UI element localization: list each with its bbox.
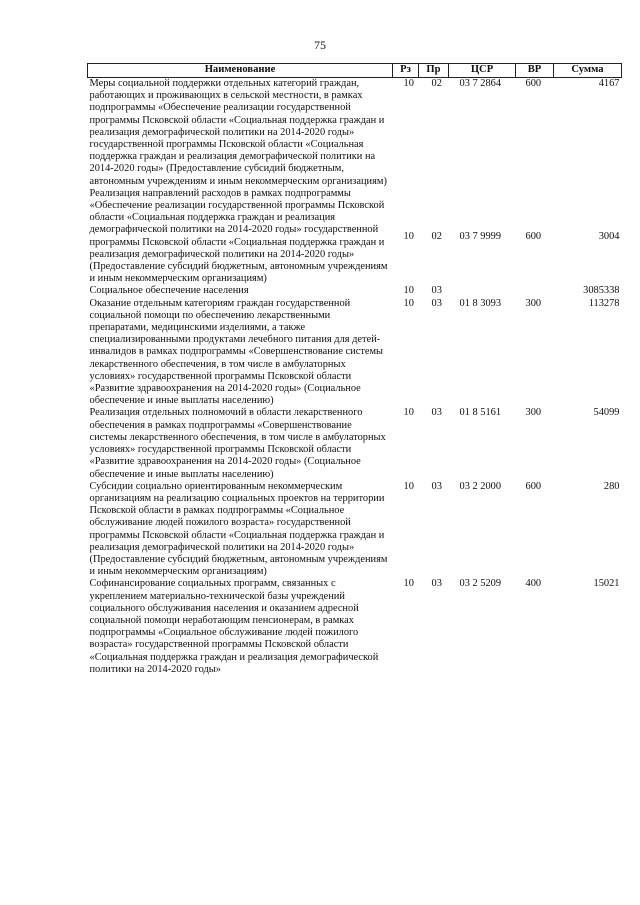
row-rz: 10 [403,297,414,309]
row-csr [449,285,516,297]
header-name: Наименование [88,64,393,78]
row-pr: 03 [431,480,442,492]
row-name: Оказание отдельным категориям граждан государственной социальной помощи по обеспечению лекарственными препаратами, медицинскими изделиями, а также специализированными продуктами лечебного питания для детей-инвалидов в рамках подпрограммы «Совершенствование системы лекарственного обеспечения, в том числе в амбулаторных условиях» государственной программы Псковской области «Развитие здравоохранения на 2014-2020 годы» (Социальное обеспечение и иные выплаты населению) [89,297,384,407]
row-vr: 300 [525,407,542,419]
row-pr: 03 [431,297,442,309]
row-csr: 03 2 2000 [459,480,502,492]
row-sum: 3004 [598,230,620,242]
row-rz: 10 [403,78,414,89]
row-vr: 400 [525,578,542,590]
row-pr: 03 [431,578,442,590]
table-row [88,481,622,579]
header-sum: Сумма [554,64,622,78]
row-vr: 300 [525,297,542,309]
header-pr: Пр [419,64,449,78]
table-row [88,188,622,286]
row-name: Реализация направлений расходов в рамках подпрограммы «Обеспечение реализации государственной программы Псковской области «Социальная поддержка граждан и реализация демографической политики на 2014-2020 годы» государственной программы Псковской области «Социальная поддержка граждан и реализация демографической политики на 2014-2020 годы» (Предоставление субсидий бюджетным, автономным учреждениям и иным некоммерческим организациям) [89,187,388,285]
budget-table [87,63,622,676]
row-pr: 02 [431,230,442,242]
row-pr: 02 [431,78,442,89]
row-rz: 10 [403,230,414,242]
table-row [88,285,622,297]
row-sum: 113278 [588,297,620,309]
row-sum: 3085338 [583,285,620,297]
table-row [88,407,622,480]
table-row [88,298,622,408]
row-name: Реализация отдельных полномочий в области лекарственного обеспечения в рамках подпрограммы «Совершенствование системы лекарственного обеспечения, в том числе в амбулаторных условиях» государственной программы Псковской области «Развитие здравоохранения на 2014-2020 годы» (Социальное обеспечение и иные выплаты населению) [89,407,386,480]
row-csr: 03 2 5209 [459,578,502,590]
table-row [88,578,622,676]
row-vr: 600 [525,230,542,242]
row-vr: 600 [525,78,542,89]
row-sum: 4167 [598,78,620,89]
header-rz: Рз [393,64,419,78]
row-csr: 01 8 5161 [459,407,502,419]
table-header [88,64,622,78]
row-rz: 10 [403,480,414,492]
row-rz: 10 [403,578,414,590]
table-body [88,78,622,676]
table-row [88,78,622,188]
row-pr: 03 [431,285,442,297]
row-name: Меры социальной поддержки отдельных категорий граждан, работающих и проживающих в сельской местности, в рамках подпрограммы «Обеспечение реализации государственной программы Псковской области «Социальная поддержка граждан и реализация демографической политики на 2014-2020 годы» государственной программы Псковской области «Социальная поддержка граждан и реализация демографической политики на 2014-2020 годы» (Предоставление субсидий бюджетным, автономным учреждениям и иным некоммерческим организациям) [89,78,387,187]
header-csr: ЦСР [449,64,516,78]
header-vr: ВР [516,64,554,78]
page-number: 75 [314,38,326,52]
row-rz: 10 [403,407,414,419]
row-csr: 03 7 2864 [459,78,502,89]
row-vr: 600 [525,480,542,492]
row-rz: 10 [403,285,414,297]
row-name: Социальное обеспечение населения [89,285,249,297]
row-csr: 01 8 3093 [459,297,502,309]
row-csr: 03 7 9999 [459,230,502,242]
row-name: Субсидии социально ориентированным некоммерческим организациям на реализацию социальных проектов на территории Псковской области в рамках подпрограммы «Социальное обслуживание людей пожилого возраста» государственной программы Псковской области «Социальная поддержка граждан и реализация демографической политики на 2014-2020 годы» (Предоставление субсидий бюджетным, автономным учреждениям и иным некоммерческим организациям) [89,480,388,578]
row-sum: 15021 [593,578,620,590]
row-name: Софинансирование социальных программ, связанных с укреплением материально-технической базы учреждений социального обслуживания населения и оказанием адресной социальной помощи неработающим пенсионерам, в рамках подпрограммы «Социальное обслуживание людей пожилого возраста» государственной программы Псковской области «Социальная поддержка граждан и реализация демографической политики на 2014-2020 годы» [89,578,379,675]
row-sum: 280 [603,480,620,492]
row-vr [516,285,554,297]
row-pr: 03 [431,407,442,419]
row-sum: 54099 [593,407,620,419]
